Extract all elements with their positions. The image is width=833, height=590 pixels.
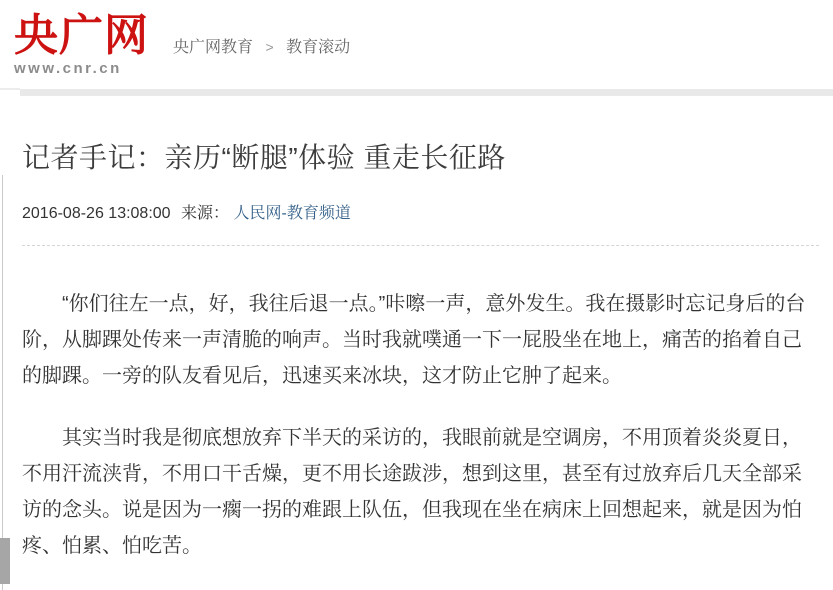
site-logo[interactable] <box>14 11 149 77</box>
site-header <box>0 0 833 88</box>
article-body <box>22 286 819 564</box>
header-divider-main <box>20 89 833 96</box>
header-divider-notch <box>0 88 20 90</box>
article-paragraph: 其实当时我是彻底想放弃下半天的采访的，我眼前就是空调房，不用顶着炎炎夏日，不用汗流浃背，不用口干舌燥，更不用长途跋涉，想到这里，甚至有过放弃后几天全部采访的念头。说是因为一瘸一拐的难跟上队伍，但我现在坐在病床上回想起来，就是因为怕疼、怕累、怕吃苦。 <box>22 427 802 557</box>
header-divider-bar <box>0 88 833 100</box>
source-link[interactable]: 人民网-教育频道 <box>233 205 351 222</box>
source-label: 来源： <box>181 205 230 222</box>
site-logo-text: 央广网 <box>14 11 149 60</box>
article-paragraph: “你们往左一点，好，我往后退一点。”咔嚓一声，意外发生。我在摄影时忘记身后的台阶，从脚踝处传来一声清脆的响声。当时我就噗通一下一屁股坐在地上，痛苦的掐着自己的脚踝。一旁的队友看见后，迅速买来冰块，这才防止它肿了起来。 <box>22 293 806 387</box>
breadcrumb-separator-icon: > <box>265 38 274 55</box>
article-content <box>0 136 833 564</box>
meta-divider <box>22 245 819 246</box>
site-logo-url: www.cnr.cn <box>14 60 122 77</box>
article-meta <box>22 200 819 223</box>
left-scrollbar-thumb[interactable] <box>0 538 10 584</box>
breadcrumb-section-link[interactable]: 央广网教育 <box>173 38 254 56</box>
publish-datetime: 2016-08-26 13:08:00 <box>22 205 171 222</box>
breadcrumb <box>173 34 350 57</box>
article-title: 记者手记：亲历“断腿”体验 重走长征路 <box>22 142 506 173</box>
breadcrumb-current-link[interactable]: 教育滚动 <box>286 38 351 56</box>
left-scrollbar-track[interactable] <box>2 175 3 590</box>
